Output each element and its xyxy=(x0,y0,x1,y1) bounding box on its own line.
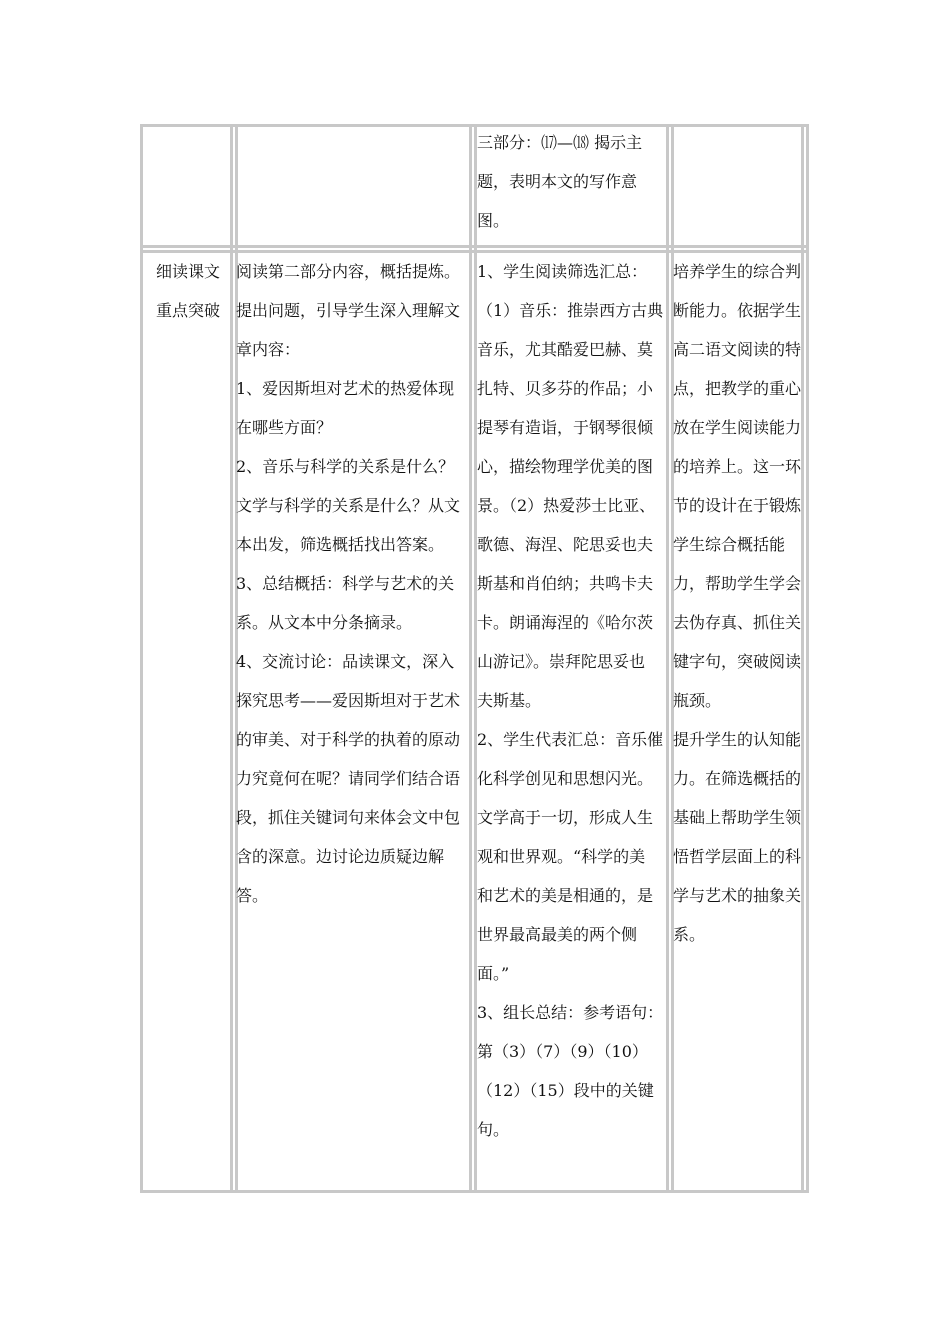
text-line: 面。” xyxy=(477,964,510,983)
column-divider-1 xyxy=(230,127,233,1190)
text-line: 系。从文本中分条摘录。 xyxy=(236,613,413,632)
text-line: 的审美、对于科学的执着的原动 xyxy=(236,730,461,749)
text-line: 节的设计在于锻炼 xyxy=(673,496,802,515)
text-line: 系。 xyxy=(673,925,706,944)
text-line: 去伪存真、抓住关 xyxy=(673,613,802,632)
row2-stage-cell xyxy=(156,252,230,330)
text-line: 的培养上。这一环 xyxy=(673,457,802,476)
text-line: 第（3）（7）（9）（10） xyxy=(477,1042,648,1061)
text-line: 提升学生的认知能 xyxy=(673,730,802,749)
text-line: 断能力。依据学生 xyxy=(673,301,802,320)
text-line: 卡。朗诵海涅的《哈尔茨 xyxy=(477,613,654,632)
text-line: 含的深意。边讨论边质疑边解 xyxy=(236,847,445,866)
text-line: 点，把教学的重心 xyxy=(673,379,802,398)
text-line: 力究竟何在呢？请同学们结合语 xyxy=(236,769,461,788)
text-line: 本出发，筛选概括找出答案。 xyxy=(236,535,445,554)
text-line: 重点突破 xyxy=(156,301,221,320)
text-line: 2、学生代表汇总：音乐催 xyxy=(477,730,664,749)
text-line: 4、交流讨论：品读课文，深入 xyxy=(236,652,455,671)
row1-col3-cell xyxy=(477,123,667,240)
text-line: 心，描绘物理学优美的图 xyxy=(477,457,654,476)
text-line: 培养学生的综合判 xyxy=(673,262,802,281)
text-line: 2、音乐与科学的关系是什么？ xyxy=(236,457,455,476)
text-line: 阅读第二部分内容，概括提炼。 xyxy=(236,262,461,281)
text-line: 化科学创见和思想闪光。 xyxy=(477,769,654,788)
text-line: 1、学生阅读筛选汇总： xyxy=(477,262,648,281)
text-line: 观和世界观。“科学的美 xyxy=(477,847,646,866)
row2-design-intent-cell xyxy=(673,252,805,954)
text-line: 1、爱因斯坦对艺术的热爱体现 xyxy=(236,379,455,398)
text-line: 提琴有造诣，于钢琴很倾 xyxy=(477,418,654,437)
text-line: （12）（15）段中的关键 xyxy=(477,1081,654,1100)
row-divider xyxy=(143,245,806,248)
text-line: 在哪些方面？ xyxy=(236,418,333,437)
text-line: 扎特、贝多芬的作品；小 xyxy=(477,379,654,398)
text-line: 景。（2）热爱莎士比亚、 xyxy=(477,496,656,515)
text-line: 歌德、海涅、陀思妥也夫 xyxy=(477,535,654,554)
text-line: 图。 xyxy=(477,211,510,230)
text-line: 音乐，尤其酷爱巴赫、莫 xyxy=(477,340,654,359)
text-line: 题，表明本文的写作意 xyxy=(477,172,638,191)
text-line: 细读课文 xyxy=(156,262,221,281)
text-line: 句。 xyxy=(477,1120,510,1139)
text-line: 夫斯基。 xyxy=(477,691,542,710)
text-line: 键字句，突破阅读 xyxy=(673,652,802,671)
text-line: 世界最高最美的两个侧 xyxy=(477,925,638,944)
text-line: 力，帮助学生学会 xyxy=(673,574,802,593)
column-divider-2 xyxy=(469,127,472,1190)
text-line: （1）音乐：推崇西方古典 xyxy=(477,301,664,320)
text-line: 放在学生阅读能力 xyxy=(673,418,802,437)
text-line: 高二语文阅读的特 xyxy=(673,340,802,359)
text-line: 文学与科学的关系是什么？从文 xyxy=(236,496,461,515)
text-line: 三部分：⒄—⒅ 揭示主 xyxy=(477,133,643,152)
text-line: 文学高于一切，形成人生 xyxy=(477,808,654,827)
row2-student-activity-cell xyxy=(477,252,667,1149)
text-line: 学与艺术的抽象关 xyxy=(673,886,802,905)
text-line: 山游记》。崇拜陀思妥也 xyxy=(477,652,646,671)
text-line: 答。 xyxy=(236,886,269,905)
text-line: 斯基和肖伯纳；共鸣卡夫 xyxy=(477,574,654,593)
text-line: 章内容： xyxy=(236,340,301,359)
text-line: 基础上帮助学生领 xyxy=(673,808,802,827)
text-line: 瓶颈。 xyxy=(673,691,722,710)
text-line: 提出问题，引导学生深入理解文 xyxy=(236,301,461,320)
text-line: 学生综合概括能 xyxy=(673,535,786,554)
row2-teacher-activity-cell xyxy=(236,252,469,915)
text-line: 力。在筛选概括的 xyxy=(673,769,802,788)
text-line: 和艺术的美是相通的，是 xyxy=(477,886,654,905)
text-line: 悟哲学层面上的科 xyxy=(673,847,802,866)
text-line: 段，抓住关键词句来体会文中包 xyxy=(236,808,461,827)
text-line: 3、组长总结：参考语句： xyxy=(477,1003,664,1022)
text-line: 3、总结概括：科学与艺术的关 xyxy=(236,574,455,593)
text-line: 探究思考——爱因斯坦对于艺术 xyxy=(236,691,461,710)
